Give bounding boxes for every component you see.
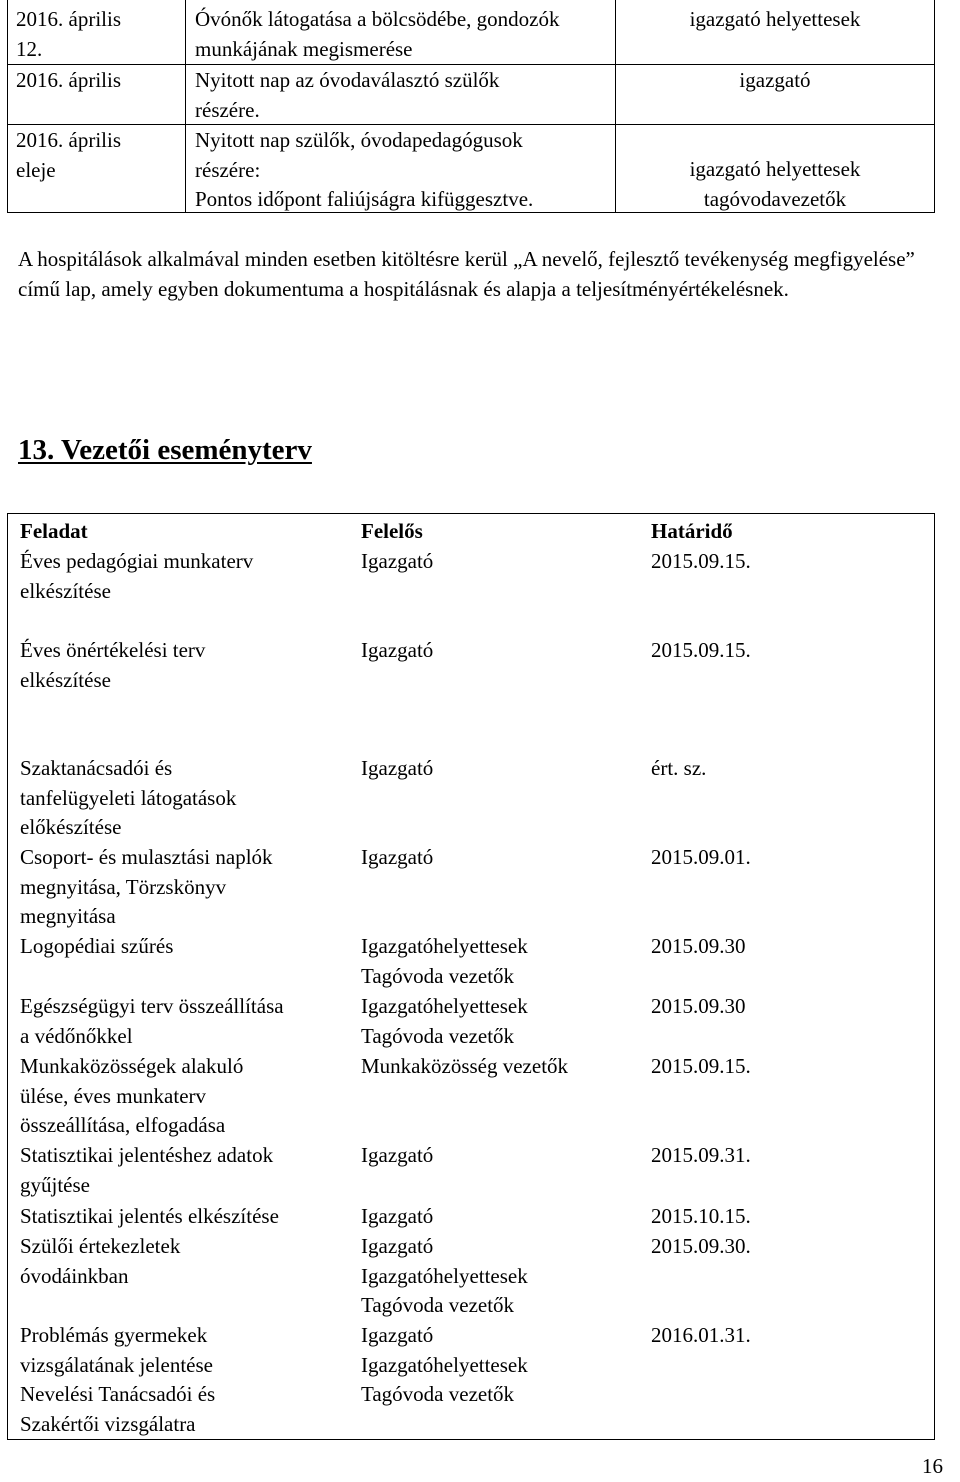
top-table-date: 2016. április: [16, 68, 121, 92]
event-table-bottom-border: [7, 1439, 935, 1440]
event-responsible: Munkaközösség vezetők: [361, 1054, 569, 1078]
top-table-responsible: igazgató helyettesek tagóvodavezetők: [689, 157, 861, 211]
hospitalas-paragraph: A hospitálások alkalmával minden esetben kitöltésre kerül „A nevelő, fejlesztő tevékenység megfigyelése” című lap, amely egyben dokumentuma a hospitálásnak és alapja a teljesítményértékelésnek.: [18, 247, 915, 301]
column-header-task: Feladat: [20, 519, 88, 543]
event-deadline: 2015.09.30: [651, 994, 746, 1018]
event-task: Problémás gyermekek vizsgálatának jelentése Nevelési Tanácsadói és Szakértői vizsgálatra: [20, 1323, 216, 1436]
top-table-date: 2016. április 12.: [16, 7, 121, 61]
column-header-deadline: Határidő: [651, 519, 733, 543]
top-table-right-border: [934, 0, 935, 213]
event-responsible: Igazgató: [361, 756, 434, 780]
top-table-activity: Óvónők látogatása a bölcsödébe, gondozók munkájának megismerése: [195, 7, 560, 61]
event-responsible: Igazgató: [361, 845, 434, 869]
page-number: 16: [922, 1454, 943, 1478]
event-task: Munkaközösségek alakuló ülése, éves munkaterv összeállítása, elfogadása: [20, 1054, 244, 1137]
event-deadline: 2015.10.15.: [651, 1204, 751, 1228]
top-table-col-divider-1: [185, 0, 186, 213]
event-task: Logopédiai szűrés: [20, 934, 174, 958]
event-deadline: 2015.09.15.: [651, 549, 751, 573]
column-header-responsible: Felelős: [361, 519, 423, 543]
event-deadline: 2015.09.15.: [651, 638, 751, 662]
event-task: Éves önértékelési terv elkészítése: [20, 638, 206, 692]
event-responsible: Igazgatóhelyettesek Tagóvoda vezetők: [361, 994, 528, 1048]
event-task: Csoport- és mulasztási naplók megnyitása, Törzskönyv megnyitása: [20, 845, 273, 928]
event-deadline: 2015.09.15.: [651, 1054, 751, 1078]
event-table-right-border: [934, 513, 935, 1440]
section-heading: 13. Vezetői eseményterv: [18, 434, 312, 466]
event-task: Szülői értekezletek óvodáinkban: [20, 1234, 181, 1288]
event-table-top-border: [7, 513, 935, 514]
event-responsible: Igazgató Igazgatóhelyettesek Tagóvoda vezetők: [361, 1323, 528, 1406]
event-responsible: Igazgató Igazgatóhelyettesek Tagóvoda vezetők: [361, 1234, 528, 1317]
top-table-date: 2016. április eleje: [16, 128, 121, 182]
top-table-activity: Nyitott nap az óvodaválasztó szülők részére.: [195, 68, 500, 122]
event-responsible: Igazgató: [361, 638, 434, 662]
event-task: Statisztikai jelentés elkészítése: [20, 1204, 279, 1228]
top-table-activity: Nyitott nap szülők, óvodapedagógusok részére: Pontos időpont faliújságra kifüggesztve.: [195, 128, 534, 211]
event-task: Éves pedagógiai munkaterv elkészítése: [20, 549, 254, 603]
event-deadline: 2015.09.30: [651, 934, 746, 958]
event-responsible: Igazgató: [361, 549, 434, 573]
event-deadline: 2016.01.31.: [651, 1323, 751, 1347]
event-responsible: Igazgatóhelyettesek Tagóvoda vezetők: [361, 934, 528, 988]
top-table-responsible: igazgató: [739, 68, 811, 92]
event-task: Szaktanácsadói és tanfelügyeleti látogatások előkészítése: [20, 756, 237, 839]
top-table-left-border: [7, 0, 8, 213]
top-table-row-divider-1: [7, 64, 935, 65]
event-table-left-border: [7, 513, 8, 1440]
event-task: Statisztikai jelentéshez adatok gyűjtése: [20, 1143, 274, 1197]
event-deadline: ért. sz.: [651, 756, 707, 780]
event-deadline: 2015.09.30.: [651, 1234, 751, 1258]
event-responsible: Igazgató: [361, 1204, 434, 1228]
event-deadline: 2015.09.31.: [651, 1143, 751, 1167]
event-deadline: 2015.09.01.: [651, 845, 751, 869]
top-table-responsible: igazgató helyettesek: [689, 7, 861, 31]
event-responsible: Igazgató: [361, 1143, 434, 1167]
event-task: Egészségügyi terv összeállítása a védőnőkkel: [20, 994, 284, 1048]
